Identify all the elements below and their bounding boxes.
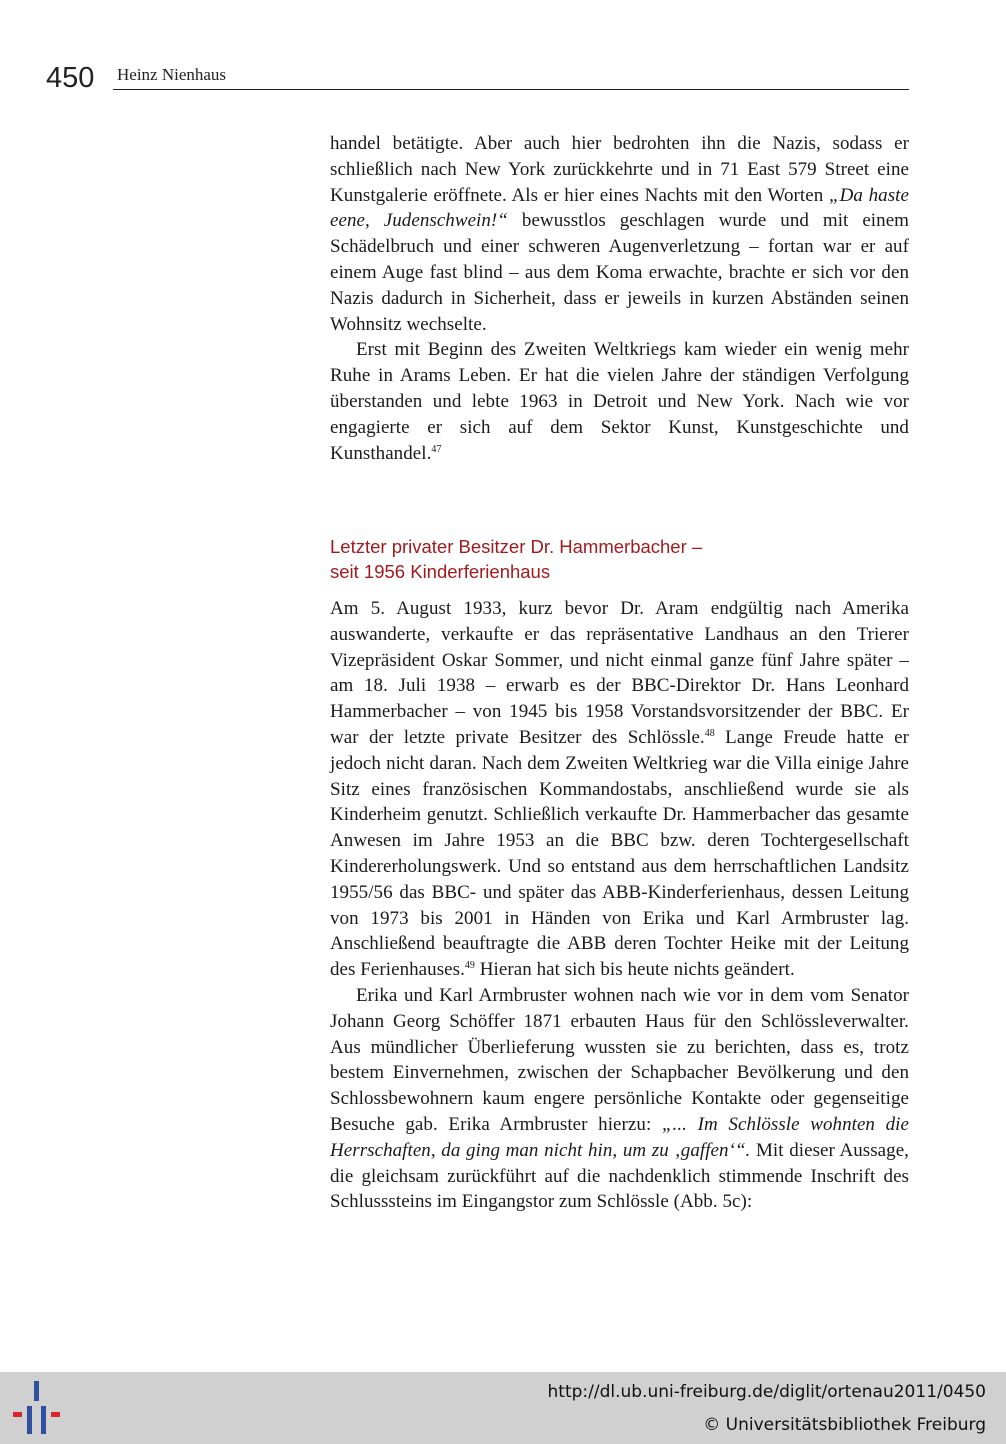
paragraph (330, 596, 909, 983)
paragraph-text: handel betätigte. Aber auch hier bedrohten ihn die Nazis, sodass er schließlich nach New York zurückkehrte und in 71 East 579 Street eine Kunstgalerie eröffnete. Als er hier eines Nachts mit den Worten (330, 133, 909, 206)
paragraph-text: Erst mit Beginn des Zweiten Weltkriegs kam wieder ein wenig mehr Ruhe in Arams Leben. Er hat die vielen Jahre der ständigen Verfolgung überstanden und lebte 1963 in Detroit und New York. Nach wie vor engagierte er sich auf dem Sektor Kunst, Kunstgeschichte und Kunsthandel. (330, 339, 909, 464)
section-heading (330, 534, 909, 584)
paragraph-text: Hieran hat sich bis heute nichts geändert. (474, 959, 795, 981)
paragraph (330, 131, 909, 337)
section-heading-line: seit 1956 Kinderferienhaus (330, 561, 551, 582)
quote: „... Im Schlössle wohnten die Herrschaften, da ging man nicht hin, um zu ‚gaffen‘“. (330, 1113, 909, 1161)
paragraph-text: bewusstlos geschlagen wurde und mit einem Schädelbruch und einer schweren Augenverletzung – fortan war er auf einem Auge fast blind – aus dem Koma erwachte, brachte er sich vor den Nazis dadurch in Sicherheit, dass er jeweils in kurzen Abständen seinen Wohnsitz wechselte. (330, 210, 910, 335)
paragraph (330, 983, 909, 1215)
text-block-1 (330, 131, 909, 466)
footnote-ref: 49 (464, 960, 475, 972)
paragraph-text: Lange Freude hatte er jedoch nicht daran. Nach dem Zweiten Weltkrieg war die Villa einige Jahre Sitz eines französischen Kommandostabs, anschließend wurde sie als Kinderheim genutzt. Schließlich verkaufte Dr. Hammerbacher das gesamte Anwesen im Jahre 1953 an die BBC bzw. deren Tochtergesellschaft Kindererholungswerk. Und so entstand aus dem herrschaftlichen Landsitz 1955/56 das BBC- und später das ABB-Kinderferienhaus, dessen Leitung von 1973 bis 2001 in Händen von Erika und Karl Armbruster lag. Anschließend beauftragte die ABB deren Tochter Heike mit der Leitung des Ferienhauses. (330, 726, 909, 981)
footer-bar (0, 1372, 1006, 1444)
page-number: 450 (46, 62, 95, 94)
paragraph (330, 337, 909, 466)
copyright-notice: © Universitätsbibliothek Freiburg (703, 1415, 986, 1435)
footnote-ref: 48 (704, 727, 715, 739)
paragraph-text: Am 5. August 1933, kurz bevor Dr. Aram endgültig nach Amerika auswanderte, verkaufte er das repräsentative Landhaus an den Trierer Vizepräsident Oskar Sommer, und nicht einmal ganze fünf Jahre später – am 18. Juli 1938 – erwarb es der BBC-Direktor Dr. Hans Leonhard Hammerbacher – von 1945 bis 1958 Vorstandsvorsitzender der BBC. Er war der letzte private Besitzer des Schlössle. (330, 598, 909, 748)
section-heading-line: Letzter privater Besitzer Dr. Hammerbacher – (330, 536, 703, 557)
footnote-ref: 47 (431, 443, 442, 455)
paragraph-text: Erika und Karl Armbruster wohnen nach wie vor in dem vom Senator Johann Georg Schöffer 1871 erbauten Haus für den Schlössleverwalter. Aus mündlicher Überlieferung wussten sie zu berichten, dass es, trotz bestem Einvernehmen, zwischen der Schapbacher Bevölkerung und den Schlossbewohnern kaum engere persönliche Kontakte oder gegenseitige Besuche gab. Erika Armbruster hierzu: (330, 984, 909, 1135)
running-head: Heinz Nienhaus (117, 65, 227, 84)
source-url-link[interactable]: http://dl.ub.uni-freiburg.de/diglit/ortenau2011/0450 (547, 1382, 986, 1402)
text-block-2 (330, 596, 909, 1215)
paragraph-text: Mit dieser Aussage, die gleichsam zurückführt auf die nachdenklich stimmende Inschrift des Schlusssteins im Eingangstor zum Schlössle (Abb. 5c): (330, 1139, 909, 1213)
quote: „Da haste eene, Judenschwein!“ (330, 184, 909, 232)
ub-freiburg-logo-icon (10, 1380, 64, 1436)
header-rule (113, 89, 909, 90)
